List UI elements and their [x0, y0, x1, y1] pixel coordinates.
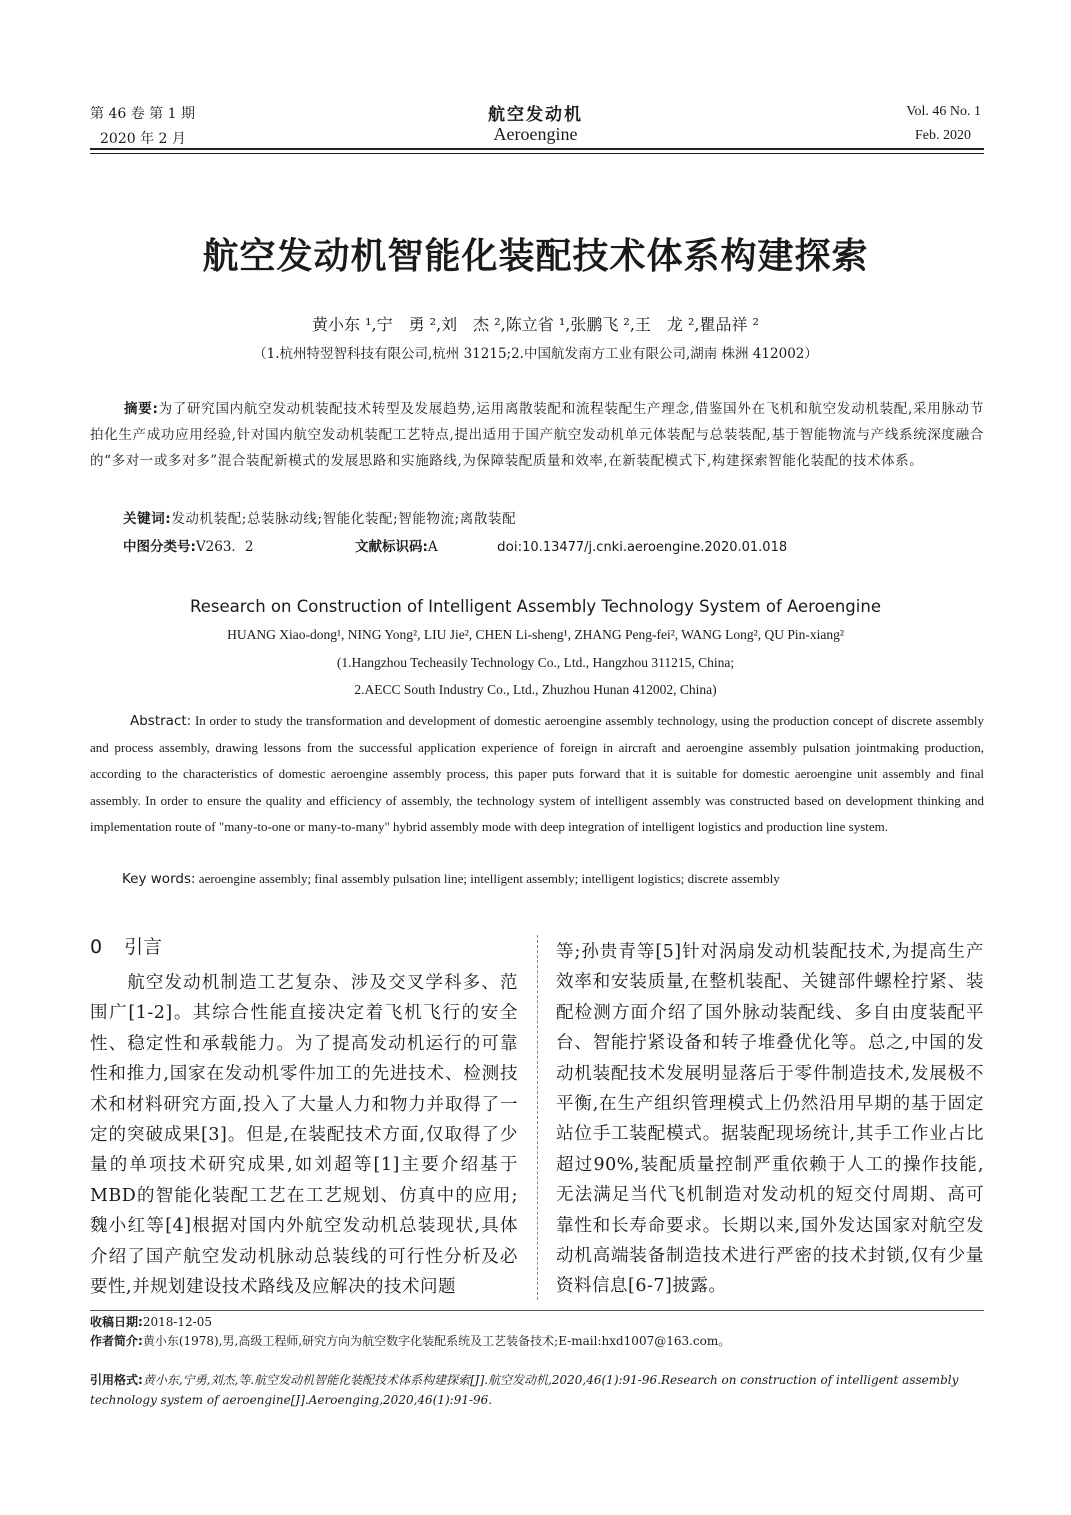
- body-left-column: 航空发动机制造工艺复杂、涉及交叉学科多、范围广[1-2]。其综合性能直接决定着飞机飞行的安全性、稳定性和承载能力。为了提高发动机运行的可靠性和推力,国家在发动机零件加工的先进技术、检测技术和材料研究方面,投入了大量人力和物力并取得了一定的突破成果[3]。但是,在装配技术方面,仅取得了少量的单项技术研究成果,如刘超等[1]主要介绍基于MBD的智能化装配工艺在工艺规划、仿真中的应用;魏小红等[4]根据对国内外航空发动机总装现状,具体介绍了国产航空发动机脉动总装线的可行性分析及必要性,并规划建设技术路线及应解决的技术问题: [90, 973, 518, 1298]
- abstract-cn-text: 为了研究国内航空发动机装配技术转型及发展趋势,运用离散装配和流程装配生产理念,借鉴国外在飞机和航空发动机装配,采用脉动节拍化生产成功应用经验,针对国内航空发动机装配工艺特点,提出适用于国产航空发动机单元体装配与总装装配,基于智能物流与产线系统深度融合的“多对一或多对多”混合装配新模式的发展思路和实施路线,为保障装配质量和效率,在新装配模式下,构建探索智能化装配的技术体系。: [90, 401, 985, 469]
- doc-code: [355, 534, 438, 560]
- abstract-en-label: Abstract:: [130, 713, 192, 729]
- affiliation-en-1: (1.Hangzhou Techeasily Technology Co., Ltd., Hangzhou 311215, China;: [336, 655, 735, 670]
- footnote-rule: [90, 1310, 984, 1311]
- section-heading: [90, 932, 162, 959]
- doc-value: A: [427, 539, 438, 555]
- doi: [497, 534, 787, 561]
- body-right-column: 等;孙贵青等[5]针对涡扇发动机装配技术,为提高生产效率和安装质量,在整机装配、关键部件螺栓拧紧、装配检测方面介绍了国外脉动装配线、多自由度装配平台、智能拧紧设备和转子堆叠优化等。总之,中国的发动机装配技术发展明显落后于零件制造技术,发展极不平衡,在生产组织管理模式上仍然沿用早期的基于固定站位手工装配模式。据装配现场统计,其手工作业占比超过90%,装配质量控制严重依赖于人工的操作技能,无法满足当代飞机制造对发动机的短交付周期、高可靠性和长寿命要求。长期以来,国外发达国家对航空发动机高端装备制造技术进行严密的技术封锁,仅有少量资料信息[6-7]披露。: [556, 942, 984, 1297]
- section-title: 引言: [124, 936, 163, 958]
- volume-info: Vol. 46 No. 1: [906, 104, 981, 119]
- clc-value: V263．2: [195, 539, 254, 555]
- header-rule-thick: [90, 148, 984, 150]
- issue-date: 2020 年 2 月: [100, 131, 186, 147]
- received-date: [90, 1312, 984, 1332]
- journal-name-cn: 航空发动机: [488, 105, 583, 125]
- issue-info: 第 46 卷 第 1 期: [90, 106, 195, 122]
- authors-en: HUANG Xiao-dong¹, NING Yong², LIU Jie², CHEN Li-sheng¹, ZHANG Peng-fei², WANG Long², QU Pin-xiang²: [227, 627, 844, 642]
- keywords-en-label: Key words:: [122, 871, 196, 887]
- title-en: Research on Construction of Intelligent Assembly Technology System of Aeroengine: [190, 597, 881, 616]
- authors-cn: 黄小东 ¹,宁 勇 ²,刘 杰 ²,陈立省 ¹,张鹏飞 ²,王 龙 ²,瞿品祥 ²: [311, 315, 760, 334]
- keywords-cn-label: 关键词:: [123, 511, 172, 527]
- keywords-en: [122, 866, 984, 893]
- abstract-en: [90, 708, 984, 841]
- received-value: 2018-12-05: [142, 1315, 212, 1329]
- received-label: 收稿日期:: [90, 1315, 143, 1329]
- page-title: 航空发动机智能化装配技术体系构建探索: [202, 235, 869, 277]
- citation: [90, 1370, 984, 1410]
- publish-date: Feb. 2020: [915, 128, 971, 143]
- section-number: 0: [90, 936, 103, 958]
- author-bio: [90, 1331, 984, 1351]
- author-value: 黄小东(1978),男,高级工程师,研究方向为航空数字化装配系统及工艺装备技术;E-mail:hxd1007@163.com。: [142, 1334, 731, 1348]
- abstract-en-text: In order to study the transformation and development of domestic aeroengine assembly technology, using the production concept of discrete assembly and process assembly, drawing lessons from the successful application experience of foreign in aircraft and aeroengine assembly pulsation jointmaking production, according to the characteristics of domestic aeroengine assembly process, this paper puts forward that it is suitable for domestic aeroengine unit assembly and final assembly. In order to ensure the quality and efficiency of assembly, the technology system of intelligent assembly was constructed based on development thinking and implementation route of "many-to-one or many-to-many" hybrid assembly mode with deep integration of intelligent logistics and production line system.: [90, 713, 985, 835]
- journal-name-en: Aeroengine: [493, 124, 578, 144]
- classification-row: [123, 534, 254, 560]
- author-label: 作者简介:: [90, 1334, 143, 1348]
- abstract-cn: [90, 396, 984, 474]
- header-rule-thin: [90, 153, 984, 154]
- doi-label: doi:: [497, 539, 523, 555]
- affiliation-en-2: 2.AECC South Industry Co., Ltd., Zhuzhou Hunan 412002, China): [354, 682, 717, 697]
- clc-label: 中图分类号:: [123, 539, 196, 555]
- cite-label: 引用格式:: [90, 1373, 143, 1387]
- abstract-cn-label: 摘要:: [124, 401, 159, 417]
- keywords-cn: [123, 506, 1017, 532]
- doi-value: 10.13477/j.cnki.aeroengine.2020.01.018: [522, 540, 788, 555]
- cite-value: 黄小东,宁勇,刘杰,等.航空发动机智能化装配技术体系构建探索[J].航空发动机,2020,46(1):91-96.Research on construction of intelligent assembly technology system of aeroengine[J].Aeroenging,2020,46(1):91-96.: [90, 1373, 959, 1407]
- keywords-cn-text: 发动机装配;总装脉动线;智能化装配;智能物流;离散装配: [171, 511, 517, 527]
- doc-label: 文献标识码:: [355, 539, 428, 555]
- keywords-en-text: aeroengine assembly; final assembly pulsation line; intelligent assembly; intelligent logistics; discrete assembly: [198, 871, 780, 886]
- column-divider: [537, 935, 538, 1300]
- affiliation-cn: （1.杭州特翌智科技有限公司,杭州 31215;2.中国航发南方工业有限公司,湖南 株洲 412002）: [253, 346, 818, 362]
